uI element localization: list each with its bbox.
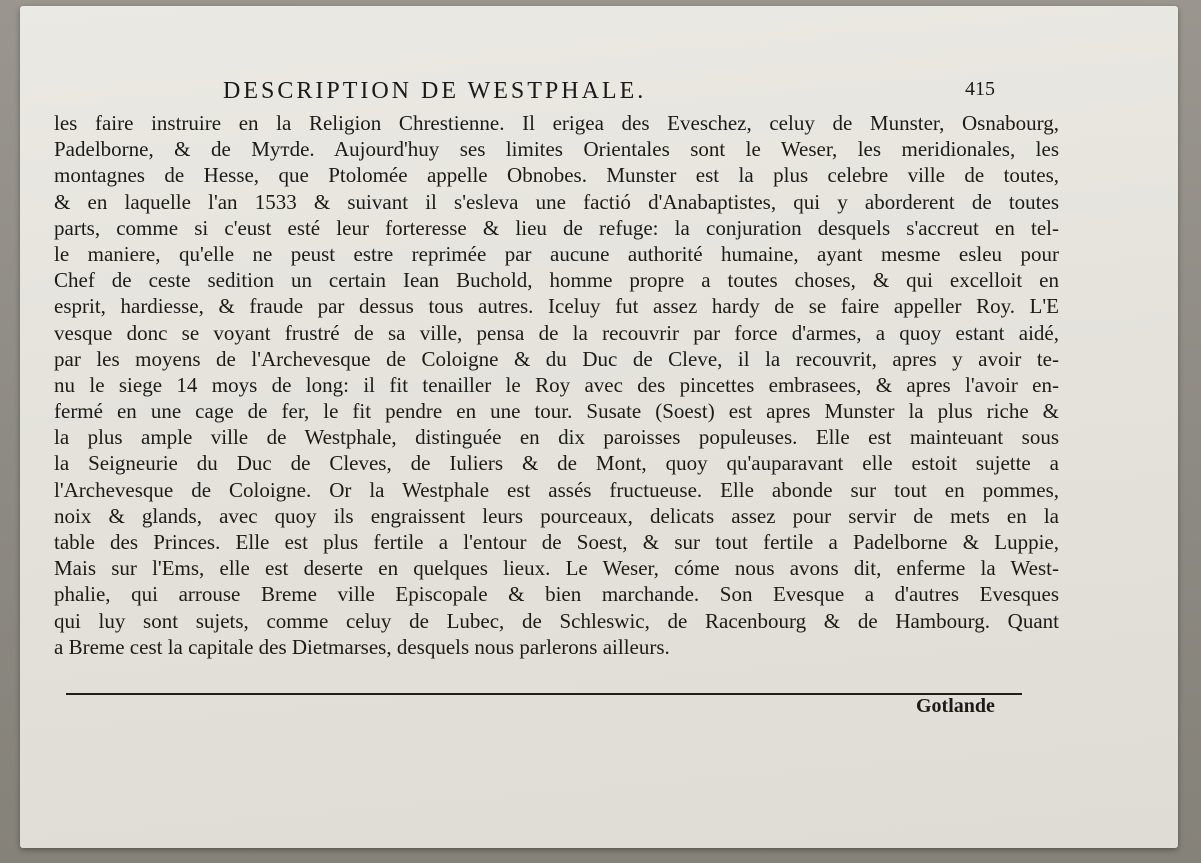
text-line: nu le siege 14 moys de long: il fit tenailler le Roy avec des pincettes embrasees, & apres l'avoir en-	[54, 372, 1059, 397]
text-line: a Breme cest la capitale des Dietmarses, desquels nous parlerons ailleurs.	[54, 634, 670, 659]
page-number: 415	[965, 78, 995, 100]
text-line: phalie, qui arrouse Breme ville Episcopale & bien marchande. Son Evesque a d'autres Evesques	[54, 582, 1059, 607]
body-text	[54, 110, 1059, 660]
text-line: qui luy sont sujets, comme celuy de Lubec, de Schleswic, de Racenbourg & de Hambourg. Quant	[54, 608, 1059, 633]
text-line: noix & glands, avec quoy ils engraissent leurs pourceaux, delicats assez pour servir de mets en la	[54, 503, 1059, 528]
text-line: l'Archevesque de Coloigne. Or la Westphale est assés fructueuse. Elle abonde sur tout en pommes,	[54, 477, 1059, 502]
text-line: table des Princes. Elle est plus fertile a l'entour de Soest, & sur tout fertile a Padelborne & Luppie,	[54, 530, 1059, 554]
page-header	[20, 78, 1178, 112]
text-line: Chef de ceste sedition un certain Iean Buchold, homme propre a toutes choses, & qui excelloit en	[54, 268, 1059, 293]
text-line: la plus ample ville de Westphale, distinguée en dix paroisses populeuses. Elle est mainteuant sous	[54, 425, 1059, 450]
running-title: DESCRIPTION DE WESTPHALE.	[223, 78, 647, 104]
text-line: les faire instruire en la Religion Chrestienne. Il erigea des Eveschez, celuy de Munster, Osnabourg,	[54, 111, 1059, 135]
footer-rule	[66, 693, 1022, 695]
text-line: esprit, hardiesse, & fraude par dessus tous autres. Iceluy fut assez hardy de se faire appeller Roy. L'E	[54, 294, 1059, 319]
text-line: vesque donc se voyant frustré de sa ville, pensa de la recouvrir par force d'armes, a quoy estant aidé,	[54, 320, 1059, 345]
text-line: la Seigneurie du Duc de Cleves, de Iuliers & de Mont, quoy qu'auparavant elle estoit sujette a	[54, 451, 1059, 476]
text-line: le maniere, qu'elle ne peust estre reprimée par aucune authorité humaine, ayant mesme esleu pour	[54, 241, 1059, 266]
catchword: Gotlande	[916, 695, 995, 717]
text-line: & en laquelle l'an 1533 & suivant il s'esleva une factió d'Anabaptistes, qui y aborderent de toutes	[54, 189, 1059, 214]
text-line: montagnes de Hesse, que Ptolomée appelle Obnobes. Munster est la plus celebre ville de toutes,	[54, 163, 1059, 188]
text-line: par les moyens de l'Archevesque de Coloigne & du Duc de Cleve, il la recouvrit, apres y avoir te-	[54, 346, 1059, 371]
printed-page	[20, 6, 1178, 848]
text-line: parts, comme si c'eust esté leur forteresse & lieu de refuge: la conjuration desquels s'accreut en tel-	[54, 215, 1059, 240]
text-line: Mais sur l'Ems, elle est deserte en quelques lieux. Le Weser, cóme nous avons dit, enferme la West-	[54, 556, 1059, 581]
text-line: fermé en une cage de fer, le fit pendre en une tour. Susate (Soest) est apres Munster la plus riche &	[54, 399, 1059, 424]
text-line: Padelborne, & de Myтde. Aujourd'huy ses limites Orientales sont le Weser, les meridionales, les	[54, 137, 1059, 162]
